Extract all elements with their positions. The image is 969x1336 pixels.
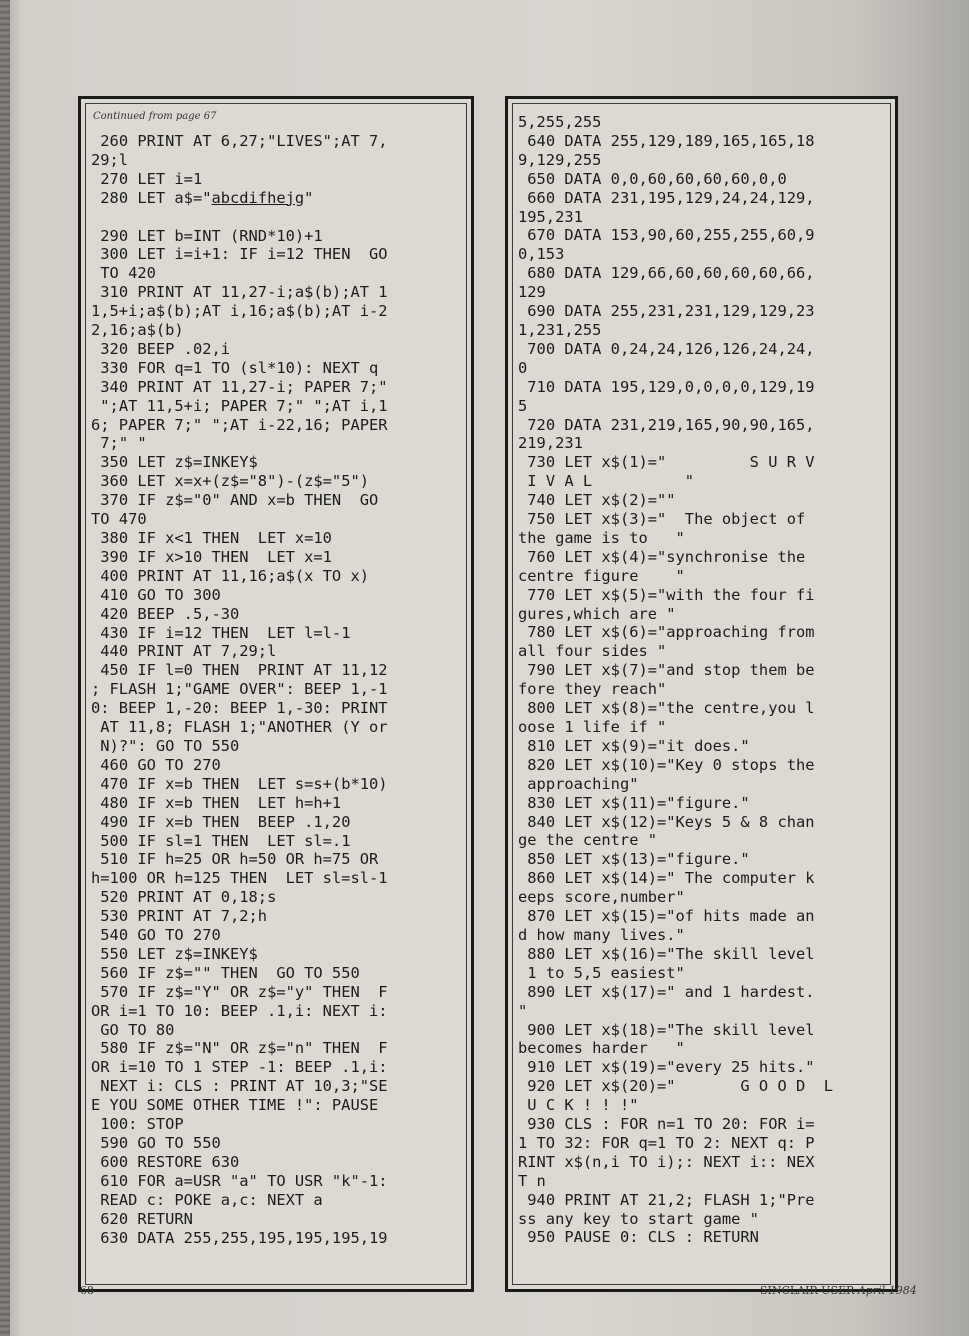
- listing-panel-right: [505, 96, 898, 1292]
- code-line: 650 DATA 0,0,60,60,60,60,0,0: [518, 169, 787, 188]
- code-line: 5,255,255: [518, 113, 602, 131]
- code-line: 0: [518, 358, 528, 377]
- code-line: 560 IF z$="" THEN GO TO 550: [91, 963, 360, 982]
- code-line: ; FLASH 1;"GAME OVER": BEEP 1,-1: [91, 680, 388, 699]
- underlined-graphics-string: abcdifhejg: [211, 188, 305, 207]
- code-line: 300 LET i=i+1: IF i=12 THEN GO: [91, 245, 388, 264]
- code-listing-right: [518, 113, 887, 1247]
- code-line: 820 LET x$(10)="Key 0 stops the: [518, 755, 815, 774]
- code-line: ": [518, 1001, 528, 1020]
- code-line: 640 DATA 255,129,189,165,165,18: [518, 131, 815, 150]
- code-line: centre figure ": [518, 566, 685, 585]
- code-line: 100: STOP: [91, 1115, 184, 1134]
- code-line: 830 LET x$(11)="figure.": [518, 793, 750, 812]
- code-line: 530 PRINT AT 7,2;h: [91, 907, 268, 926]
- code-line: 1 to 5,5 easiest": [518, 963, 685, 982]
- code-line: 370 IF z$="0" AND x=b THEN GO: [91, 491, 379, 510]
- code-line: 630 DATA 255,255,195,195,195,19: [91, 1228, 388, 1247]
- code-line: 570 IF z$="Y" OR z$="y" THEN F: [91, 982, 388, 1001]
- code-line: 7;" ": [91, 434, 147, 453]
- code-line: I V A L ": [518, 472, 695, 491]
- code-line: 740 LET x$(2)="": [518, 491, 676, 510]
- issue-date: April 1984: [857, 1284, 917, 1297]
- code-line: 880 LET x$(16)="The skill level: [518, 944, 815, 963]
- code-line: 219,231: [518, 434, 583, 453]
- code-line: 280 LET a$="abcdifhejg": [91, 188, 314, 207]
- code-line: 420 BEEP .5,-30: [91, 604, 240, 623]
- code-line: OR i=10 TO 1 STEP -1: BEEP .1,i:: [91, 1058, 388, 1077]
- code-line: gures,which are ": [518, 604, 676, 623]
- code-line: 320 BEEP .02,i: [91, 339, 231, 358]
- code-line: RINT x$(n,i TO i);: NEXT i:: NEX: [518, 1152, 815, 1171]
- code-line: TO 470: [91, 510, 147, 529]
- code-line: 690 DATA 255,231,231,129,129,23: [518, 302, 815, 321]
- magazine-footer: [760, 1284, 917, 1297]
- code-line: 760 LET x$(4)="synchronise the: [518, 547, 806, 566]
- code-line: 0,153: [518, 245, 565, 264]
- code-line: 430 IF i=12 THEN LET l=l-1: [91, 623, 351, 642]
- code-line: TO 420: [91, 264, 156, 283]
- code-line: 0: BEEP 1,-20: BEEP 1,-30: PRINT: [91, 699, 388, 718]
- code-line: 590 GO TO 550: [91, 1134, 221, 1153]
- code-line: OR i=1 TO 10: BEEP .1,i: NEXT i:: [91, 1001, 388, 1020]
- page-number: 68: [80, 1284, 94, 1297]
- code-listing-left: [91, 132, 463, 1247]
- code-line: 310 PRINT AT 11,27-i;a$(b);AT 1: [91, 283, 388, 302]
- code-line: 29;l: [91, 150, 129, 169]
- code-line: 900 LET x$(18)="The skill level: [518, 1020, 815, 1039]
- code-line: 270 LET i=1: [91, 169, 203, 188]
- code-line: [91, 208, 463, 227]
- code-line: 620 RETURN: [91, 1209, 193, 1228]
- code-line: 350 LET z$=INKEY$: [91, 453, 258, 472]
- code-line: 920 LET x$(20)=" G O O D L: [518, 1077, 834, 1096]
- code-line: becomes harder ": [518, 1039, 685, 1058]
- code-line: 930 CLS : FOR n=1 TO 20: FOR i=: [518, 1115, 815, 1134]
- code-line: 340 PRINT AT 11,27-i; PAPER 7;": [91, 377, 388, 396]
- code-line: the game is to ": [518, 528, 685, 547]
- code-line: 6; PAPER 7;" ";AT i-22,16; PAPER: [91, 415, 388, 434]
- code-line: 750 LET x$(3)=" The object of: [518, 510, 806, 529]
- code-line: U C K ! ! !": [518, 1096, 639, 1115]
- code-line: fore they reach": [518, 680, 667, 699]
- code-line: ge the centre ": [518, 831, 657, 850]
- code-line: T n: [518, 1171, 546, 1190]
- code-line: approaching": [518, 774, 639, 793]
- code-line: 490 IF x=b THEN BEEP .1,20: [91, 812, 351, 831]
- code-line: 890 LET x$(17)=" and 1 hardest.: [518, 982, 815, 1001]
- code-line: GO TO 80: [91, 1020, 175, 1039]
- code-line: 670 DATA 153,90,60,255,255,60,9: [518, 226, 815, 245]
- code-line: 470 IF x=b THEN LET s=s+(b*10): [91, 774, 388, 793]
- code-line: 9,129,255: [518, 150, 602, 169]
- code-line: 510 IF h=25 OR h=50 OR h=75 OR: [91, 850, 379, 869]
- code-line: 480 IF x=b THEN LET h=h+1: [91, 793, 342, 812]
- code-line: 450 IF l=0 THEN PRINT AT 11,12: [91, 661, 388, 680]
- code-line: AT 11,8; FLASH 1;"ANOTHER (Y or: [91, 718, 388, 737]
- code-line: NEXT i: CLS : PRINT AT 10,3;"SE: [91, 1077, 388, 1096]
- code-line: eeps score,number": [518, 888, 685, 907]
- continued-note: Continued from page 67: [93, 111, 217, 122]
- code-line: 770 LET x$(5)="with the four fi: [518, 585, 815, 604]
- code-line: E YOU SOME OTHER TIME !": PAUSE: [91, 1096, 379, 1115]
- code-line: 1 TO 32: FOR q=1 TO 2: NEXT q: P: [518, 1133, 815, 1152]
- code-line: 400 PRINT AT 11,16;a$(x TO x): [91, 566, 369, 585]
- code-line: 600 RESTORE 630: [91, 1152, 240, 1171]
- code-line: 680 DATA 129,66,60,60,60,60,66,: [518, 264, 815, 283]
- code-line: 500 IF sl=1 THEN LET sl=.1: [91, 831, 351, 850]
- code-line: 330 FOR q=1 TO (sl*10): NEXT q: [91, 358, 379, 377]
- code-line: 1,5+i;a$(b);AT i,16;a$(b);AT i-2: [91, 302, 388, 321]
- code-line: 290 LET b=INT (RND*10)+1: [91, 226, 323, 245]
- code-line: 780 LET x$(6)="approaching from: [518, 623, 815, 642]
- code-line: ";AT 11,5+i; PAPER 7;" ";AT i,1: [91, 396, 388, 415]
- code-line: 810 LET x$(9)="it does.": [518, 736, 750, 755]
- code-line: 910 LET x$(19)="every 25 hits.": [518, 1058, 815, 1077]
- code-line: 720 DATA 231,219,165,90,90,165,: [518, 415, 815, 434]
- code-line: 460 GO TO 270: [91, 755, 221, 774]
- code-line: 129: [518, 283, 546, 302]
- code-line: 360 LET x=x+(z$="8")-(z$="5"): [91, 472, 369, 491]
- code-line: h=100 OR h=125 THEN LET sl=sl-1: [91, 869, 388, 888]
- code-line: 580 IF z$="N" OR z$="n" THEN F: [91, 1039, 388, 1058]
- code-line: oose 1 life if ": [518, 718, 667, 736]
- code-line: 520 PRINT AT 0,18;s: [91, 888, 277, 907]
- code-line: 800 LET x$(8)="the centre,you l: [518, 699, 815, 718]
- code-line: 730 LET x$(1)=" S U R V: [518, 453, 815, 472]
- code-line: 390 IF x>10 THEN LET x=1: [91, 547, 332, 566]
- code-line: 5: [518, 396, 528, 415]
- code-line: N)?": GO TO 550: [91, 736, 240, 755]
- code-line: 840 LET x$(12)="Keys 5 & 8 chan: [518, 812, 815, 831]
- code-line: 610 FOR a=USR "a" TO USR "k"-1:: [91, 1171, 388, 1190]
- code-line: ss any key to start game ": [518, 1209, 759, 1228]
- magazine-spine: [0, 0, 10, 1336]
- code-line: 550 LET z$=INKEY$: [91, 944, 258, 963]
- code-line: 540 GO TO 270: [91, 926, 221, 945]
- code-line: READ c: POKE a,c: NEXT a: [91, 1190, 323, 1209]
- code-line: 660 DATA 231,195,129,24,24,129,: [518, 188, 815, 207]
- code-line: 940 PRINT AT 21,2; FLASH 1;"Pre: [518, 1190, 815, 1209]
- code-line: 850 LET x$(13)="figure.": [518, 850, 750, 869]
- code-line: 700 DATA 0,24,24,126,126,24,24,: [518, 339, 815, 358]
- code-line: 710 DATA 195,129,0,0,0,0,129,19: [518, 377, 815, 396]
- magazine-name: SINCLAIR USER: [760, 1284, 855, 1297]
- code-line: 195,231: [518, 207, 583, 226]
- code-line: 260 PRINT AT 6,27;"LIVES";AT 7,: [91, 132, 388, 150]
- code-line: 790 LET x$(7)="and stop them be: [518, 661, 815, 680]
- code-line: d how many lives.": [518, 925, 685, 944]
- code-line: 380 IF x<1 THEN LET x=10: [91, 529, 332, 548]
- code-line: 440 PRINT AT 7,29;l: [91, 642, 277, 661]
- code-line: 870 LET x$(15)="of hits made an: [518, 907, 815, 926]
- code-line: all four sides ": [518, 642, 667, 661]
- code-line: 1,231,255: [518, 320, 602, 339]
- listing-panel-left: [78, 96, 474, 1292]
- code-line: 860 LET x$(14)=" The computer k: [518, 869, 815, 888]
- code-line: 2,16;a$(b): [91, 321, 184, 340]
- code-line: 950 PAUSE 0: CLS : RETURN: [518, 1228, 759, 1247]
- code-line: 410 GO TO 300: [91, 585, 221, 604]
